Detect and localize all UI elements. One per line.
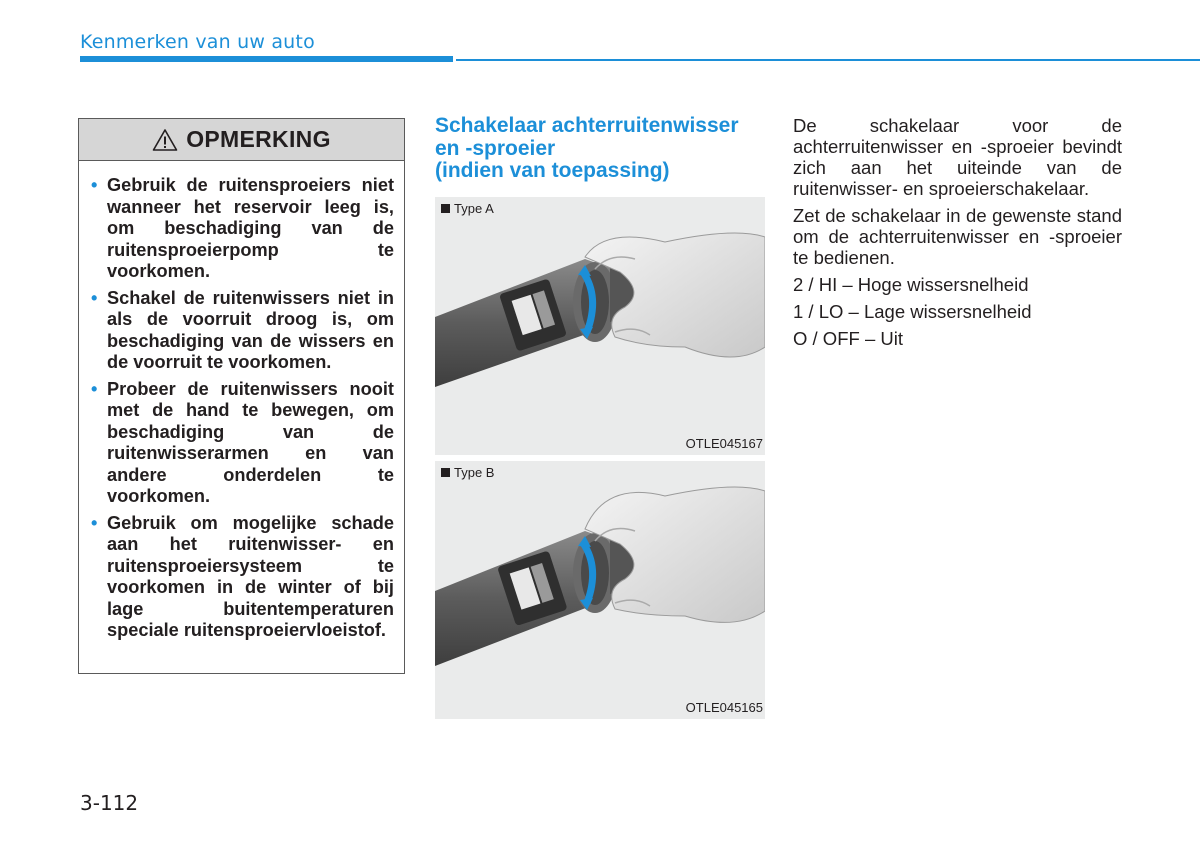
notice-item: • Gebruik de ruitensproeiers niet wanneer het reservoir leeg is, om beschadiging van de ruitensproeierpomp te voorkomen. [91,175,394,281]
section-heading-line: Schakelaar achterruitenwisser [435,114,739,137]
notice-box [78,118,405,674]
figure-type-a [435,197,765,455]
header-rule-thick [80,56,453,62]
notice-title: OPMERKING [186,126,331,152]
notice-item-text: Probeer de ruitenwissers nooit met de hand te bewegen, om beschadiging van de ruitenwisserarmen en van andere onderdelen te voorkomen. [107,378,394,506]
section-heading-line: (indien van toepassing) [435,159,670,182]
section-heading-line: en -sproeier [435,136,556,160]
notice-item-text: Gebruik de ruitensproeiers niet wanneer het reservoir leeg is, om beschadiging van de ruitensproeierpomp te voorkomen. [107,175,394,281]
figure-type-label: Type A [441,201,494,216]
body-paragraph: De schakelaar voor de achterruitenwisser en -sproeier bevindt zich aan het uiteinde van de ruitenwisser- en sproeierschakelaar. [793,115,1122,199]
mode-line: O / OFF – Uit [793,328,903,349]
notice-item: • Probeer de ruitenwissers nooit met de hand te bewegen, om beschadiging van de ruitenwisserarmen en van andere onderdelen te voorkomen. [91,378,394,506]
mode-line: 2 / HI – Hoge wissersnelheid [793,274,1029,295]
notice-item-text: Gebruik om mogelijke schade aan het ruitenwisser- en ruitensproeiersysteem te voorkomen in de winter of bij lage buitentemperaturen speciale ruitensproeiervloeistof. [107,512,394,640]
notice-list [79,161,404,642]
notice-item: • Schakel de ruitenwissers niet in als de voorruit droog is, om beschadiging van de wissers en de voorruit te voorkomen. [91,287,394,372]
figure-type-label: Type B [441,465,494,480]
notice-header [79,119,404,161]
square-bullet-icon [441,204,450,213]
wiper-stalk-illustration [435,461,765,719]
wiper-stalk-illustration [435,197,765,455]
mode-line: 1 / LO – Lage wissersnelheid [793,301,1032,322]
header-rule-thin [456,59,1200,61]
notice-item: • Gebruik om mogelijke schade aan het ruitenwisser- en ruitensproeiersysteem te voorkomen in de winter of bij lage buitentemperaturen speciale ruitensproeiervloeistof. [91,512,394,640]
body-text [793,115,1122,355]
figure-code: OTLE045165 [685,700,763,715]
warning-triangle-icon [152,128,178,152]
page-number: 3-112 [80,791,139,815]
body-paragraph: Zet de schakelaar in de gewenste stand om de achterruitenwisser en -sproeier te bedienen. [793,205,1122,268]
running-header: Kenmerken van uw auto [80,31,315,53]
figure-code: OTLE045167 [685,436,763,451]
section-heading [435,115,775,183]
square-bullet-icon [441,468,450,477]
figure-type-b [435,461,765,719]
notice-item-text: Schakel de ruitenwissers niet in als de voorruit droog is, om beschadiging van de wissers en de voorruit te voorkomen. [107,287,394,372]
